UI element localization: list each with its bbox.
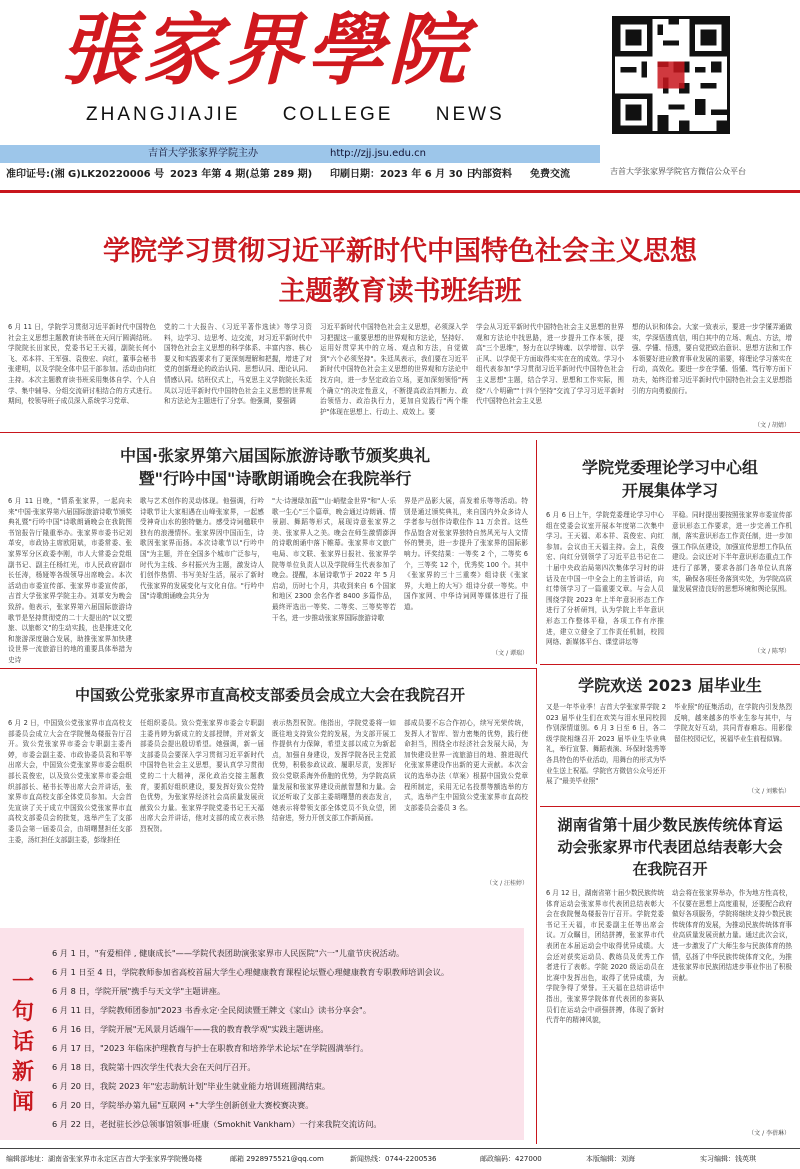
theory-title — [546, 456, 794, 502]
masthead-en-word-3: NEWS — [435, 104, 505, 125]
qr-code-image — [612, 16, 730, 134]
graduation-title: 学院欢送 2023 届毕业生 — [578, 676, 762, 695]
brief-item-7: 6 月 18 日，我院第十四次学生代表大会在天问厅召开。 — [52, 1062, 256, 1072]
free-label: 免费交流 — [530, 169, 570, 180]
brief-item-2: 6 月 1 日至 4 日，学院教师参加省高校首届大学生心理健康教育课程论坛暨心理健康教育专职教师培训会议。 — [52, 967, 450, 977]
brief-item-3: 6 月 8 日，学院开展"携手与天文学"主题讲座。 — [52, 986, 226, 996]
lead-column-2: 党的二十大报告、《习近平著作选读》等学习资料，边学习、边思考、边交流，对习近平新时代中国特色社会主义思想的科学体系、丰富内容、核心要义和实践要求有了更深刻理解和把握，增进了对党的创新理论的政治认同、思想认同、理论认同、情感认同。结班仪式上，马克思主义学院院长朱廷凤以习近平新时代中国特色社会主义思想的世界观和方法论为主题进行了分享。他强调，要强调 — [164, 323, 312, 406]
festival-column-1: 6 月 11 日晚，"情系张家界，一起向未来"中国·张家界第六届国际旅游诗歌节颁奖典礼暨"行吟中国"诗歌朗诵晚会在我院图书馆报告厅隆重举办。张家界市委书记刘革安，市政协主席欧阳斌，市委常委、张家界军分区政委李刚，市人大常委会党组副书记、副主任杨红光，市人民政府副市长任涛，杨娅等各级领导出席晚会。本次活动由市委宣传部、张家界市委宣传部，吉首大学张家界学院主办。刘革安为晚会致辞。他表示，张家界第六届国际旅游诗歌节是坚持贯彻党的二十大提出的"以文塑旅、以旅彰文"的生动实践，也是推进文化和旅游深度融合发展，助推张家界加快建设世界一流旅游目的地的重要具体举措为史诗 — [8, 497, 132, 664]
lead-author: （文 / 胡婧） — [754, 422, 790, 429]
theory-title-line-1: 学院党委理论学习中心组 — [581, 458, 758, 477]
masthead-en-word-1: ZHANGJIAJIE — [86, 104, 241, 125]
committee-author: （文 / 汪桂婷） — [486, 880, 528, 887]
footer-phone: 新闻热线：0744-2200536 — [350, 1155, 437, 1163]
qr-caption: 吉首大学张家界学院官方微信公众平台 — [610, 167, 746, 176]
lead-headline-line-1: 学院学习贯彻习近平新时代中国特色社会主义思想 — [103, 236, 697, 267]
festival-column-4: 界是产品影大展，喜发着乐等等活动。特别是通过颁奖典礼，来自国内外众多诗人学者参与创作诗歌佳作 11 万余首。这些作品饱含对张家界独特自然风光与人文情怀的赞美，进一步提升了张家界的国际影响力。评奖结果：一等奖 2 个，二等奖 6 个，三等奖 12 个，优秀奖 100 个。其中《张家界的三十三重奏》组诗获《张家界，大地上的大写》组诗分获一等奖。中国作家网、中华诗词网等媒体进行了报道。 — [404, 497, 528, 611]
committee-column-3: 表示热烈祝贺。他指出，学院党委将一如既往地支持致公党的发展，为支部开展工作提供有力保障，希望支部以成立为新起点，加强自身建设，发挥学院各民主党派优势，积极参政议政、履职尽责，发挥好致公党联系海外侨胞的优势，为学院高质量发展和张家界建设贡献智慧和力量。会议还听取了支部主委胡曙慧的表态发言，她表示将带领支部全体党员不负众望，团结奋进，努力开创支部工作新局面。 — [272, 719, 396, 823]
ethnic-title-line-2: 动会张家界市代表团总结表彰大会 — [557, 838, 783, 856]
lead-headline — [40, 232, 760, 312]
permit-number: 准印证号:(湘 G)LK20220006 号 — [6, 169, 165, 180]
brief-news-label: 一句话新闻 — [11, 970, 34, 1115]
issue-number: 2023 年第 4 期(总第 289 期) — [170, 169, 313, 180]
lead-column-3: 习近平新时代中国特色社会主义思想，必须深入学习把握这一重要思想的世界观和方法论，坚持好、运用好贯穿其中的立场、观点和方法，自觉做到"六个必须坚持"。朱廷凤表示，我们要在习近平新时代中国特色社会主义思想的世界观和方法论中找方向，进一步坚定政治立场，更加深刻领悟"两个确立"的决定性意义，不断提高政治判断力、政治领悟力、政治执行力，更加自觉践行"两个维护"体现在思想上、行动上、成效上。要 — [320, 323, 468, 416]
footer-proof-editor: 实习编辑：钱英琪 — [700, 1155, 756, 1163]
footer-address: 编辑部地址：湖南省张家界市永定区吉首大学张家界学院慢岛楼 — [6, 1155, 202, 1163]
ethnic-column-1: 6 月 12 日，湖南省第十届少数民族传统体育运动会张家界市代表团总结表彰大会在我院慢岛楼报告厅召开。学院党委书记王天福，市民委副主任等出席会议。万众瞩目，团结拼搏，张家界市代表团在本届运动会中取得优异成绩。大会还对获奖运动员、教练员及优秀工作者进行了表彰。学院 2020 级运动员在比赛中发挥出色，取得了优异成绩，为学院争得了荣誉。王天福在总结讲话中指出，张家界学院体育代表团的参赛队员们在运动会中顽强拼搏，体现了新时代青年的精神风貌， — [546, 889, 664, 1025]
print-date: 印刷日期：2023 年 6 月 30 日 — [330, 169, 477, 180]
festival-title-line-1: 中国·张家界第六届国际旅游诗歌节颁奖典礼 — [119, 446, 431, 465]
masthead-en-word-2: COLLEGE — [282, 104, 394, 125]
graduation-column-1: 又是一年毕业季！吉首大学张家界学院 2023 届毕业生们在欢笑与泪水里同校园作别深情道别。6 月 3 日至 6 日，各二级学院相继召开 2023 届毕业生毕业典礼，举行宣誓、舞蹈表演、环保时装秀等各具特色的毕业活动，用舞台的形式为毕业生送上祝福。学院官方微信公众号还开展了"最美毕业照" — [546, 703, 666, 786]
brief-news-list — [52, 944, 520, 1134]
festival-column-2: 歌与艺术创作的灵动体现。他强调，行吟诗歌节让大家相遇在山峰张家界，一起感受神奇山水的独特魅力。感受诗词楹联中独有的浪漫情怀。张家界因中国而生，诗歌因张家界而扬。本次诗歌节以"行吟中国"为主题，并在全国多个城市广泛参与，时代为主线、乡村振兴为主题，激发诗人们创作热情、书写美好生活，展示了新时代张家界的发展变化与文化自信。"行吟中国"诗歌朗诵晚会共分为 — [140, 497, 264, 601]
festival-title — [20, 444, 530, 490]
committee-column-2: 任组织委员。致公党张家界市委会专职副主委肖婷为新成立的支部授牌，并对新支部委员会提出殷切希望。她强调，新一届支部委员会要深入学习贯彻习近平新时代中国特色社会主义思想，要认真学习贯彻党的二十大精神，深化政治交接主题教育，要抓好组织建设，要发挥好致公党特色优势，为张家界经济社会高质量发展贡献致公力量。张家界学院党委书记王天福出席大会并讲话，他对支部的成立表示热烈祝贺。 — [140, 719, 264, 833]
committee-column-1: 6 月 2 日，中国致公党张家界市直高校支部委员会成立大会在学院慢岛楼报告厅召开。致公党张家界市委会专职副主委肖婷，市委会副主委、市政协委员袁和平等出席大会，中国致公党张家界市委会组织部长袁俊宏，以及致公党张家界市委会组织部部长、秘书长等出席大会并讲话，张家界市直高校支部全体党员参加。大会首先宣读了关于成立中国致公党张家界市直高校支部委员会的批复，选举产生了支部委员会第一届委员会，由胡曙慧担任支部主委，汤红担任支部副主委，彭缘担任 — [8, 719, 132, 844]
festival-title-line-2: 暨"行吟中国"诗歌朗诵晚会在我院举行 — [138, 469, 412, 488]
brief-item-8: 6 月 20 日，我院 2023 年"宏志助航计划"毕业生就业能力培训班圆满结束。 — [52, 1081, 331, 1091]
theory-column-2: 平稳。同时提出要按照张家界市委宣传部意识形态工作要求，进一步完善工作机制，落实意识形态工作责任制，进一步加强工作队伍建设，加强宣传思想工作队伍建设。会议还对下半年意识形态重点工作进行了部署，要求各部门各单位认真落实，确保各项任务落到实处，为学院高质量发展营造良好的思想环境和舆论氛围。 — [672, 511, 792, 594]
lead-headline-line-2: 主题教育读书班结班 — [278, 276, 522, 307]
column-divider-2 — [536, 668, 537, 1144]
column-divider-1 — [536, 440, 537, 664]
ethnic-title-line-3: 在我院召开 — [632, 860, 708, 878]
brief-item-5: 6 月 16 日，学院开展"无风景月话端午——我的教育教学观"实践主题讲座。 — [52, 1024, 329, 1034]
masthead-title: 張家界學院 — [60, 5, 471, 96]
footer-editor: 本版编辑：刘海 — [586, 1155, 635, 1163]
footer-postcode: 邮政编码：427000 — [480, 1155, 542, 1163]
theory-column-1: 6 月 6 日上午，学院党委理论学习中心组在党委会议室开展本年度第二次集中学习。王天福、邓本祥、袁俊宏、向红参加。会议由王天福主持。会上，袁俊宏、向红分别领学了习近平总书记在二十届中央政治局第四次集体学习时的讲话及在中国一中全会上的主旨讲话，向红带领学习了一篇重要文章。与会人员围绕学院 2023 年上半年意识形态工作进行了分析研判，认为学院上半年意识形态工作整体平稳，各项工作有序推进，建立立健全了工作责任机制，校园网络、新媒体平台、课堂讲坛等 — [546, 511, 664, 647]
internal-label: 内部资料 — [472, 169, 512, 180]
footer-bar — [0, 1148, 800, 1168]
qr-code-icon — [615, 19, 727, 131]
brief-item-4: 6 月 11 日，学院教师团参加"2023 书香永定·全民阅读暨王牌文《家山》读书分享会"。 — [52, 1005, 372, 1015]
festival-author: （文 / 谭瑞） — [492, 650, 528, 657]
ethnic-title — [546, 814, 794, 880]
committee-title: 中国致公党张家界市直高校支部委员会成立大会在我院召开 — [74, 686, 465, 704]
ethnic-author: （文 / 李蓓琳） — [748, 1130, 790, 1137]
committee-column-4: 部成员要不忘合作初心，续写光荣传统，发挥人才智库、智力密集的优势，践行使命担当，围绕全市经济社会发展大局，为加快建设世界一流旅游目的地、推进现代化张家界建设作出新的更大贡献。本次会议的选举办法（草案）根据中国致公党章程所制定，采用无记名投票等额选举的方式，选举产生中国致公党张家界市直高校支部委员会委员 3 名。 — [404, 719, 528, 812]
website-link[interactable]: http://zjj.jsu.edu.cn — [330, 148, 426, 159]
festival-column-3: "大·诗漫绿加蓝""山·峭壁金世界"和"人·乐歌一生心"三个篇章，晚会通过诗朗诵、情景剧、舞蹈等形式，展现诗意张家界之美、张家界人之美。晚会在师生激情澎湃的诗歌朗诵中落下帷幕。张家界市文旅广电局、市文联、张家界日报社、张家界学院等单位负责人以及学院师生代表参加了晚会。提醒，本届诗歌节于 2022 年 5 月启动，历时七个月，共收到来自 6 个国家和地区 2300 余名作者 8400 多篇作品，最终评选出一等奖、二等奖、三等奖等若干名，进一步推动张家界国际旅游诗歌 — [272, 497, 396, 622]
lead-column-5: 想的认识和体会。大家一致表示，要进一步学懂弄通做实，学深悟透真信，明白其中的立场、观点、方法，增强、学懂、悟透，要自觉把政治意识、思想方法和工作本领要好进应教育事业发展的需要，将理论学习落实在行动，高效化。要进一步在学懂、悟懂、笃行等方面下功夫，始终沿着习近平新时代中国特色社会主义思想指引的方向勇毅前行。 — [632, 323, 792, 395]
graduation-author: （文 / 刘紫怡） — [748, 788, 790, 795]
brief-item-10: 6 月 22 日，老挝驻长沙总领事馆领事·旺康（Smokhit Vankham）一行来我院交流访问。 — [52, 1119, 382, 1129]
issue-info-bar — [0, 166, 600, 184]
brief-item-6: 6 月 17 日，"2023 年临床护理教育与护士在职教育和培养学术论坛"在学院圆满举行。 — [52, 1043, 369, 1053]
graduation-column-2: 毕业照"的征集活动，在学院内引发热烈反响，越来越多的毕业生参与其中，与学院友好互动，共同青春难忘。用影像留住校园记忆，祝福毕业生前程似锦。 — [674, 703, 792, 743]
brief-item-1: 6 月 1 日，"有爱相伴 , 健康成长"——学院代表团助演张家界市人民医院"六一"儿童节庆祝活动。 — [52, 948, 405, 958]
sponsor-bar — [0, 145, 600, 163]
theory-title-line-2: 开展集体学习 — [621, 481, 718, 500]
section-divider-1 — [0, 432, 800, 433]
theory-author: （文 / 陈琴） — [754, 648, 790, 655]
section-divider-4 — [540, 806, 800, 807]
masthead-rule — [0, 190, 800, 193]
ethnic-column-2: 动会将在张家界举办，作为地方性高校，不仅要在思想上高度重视，还要配合政府做好各项服务，学院将继续支持少数民族传统体育的发展，为推动民族传统体育事业高质量发展贡献力量。通过此次会议，进一步激发了广大师生参与民族体育的热情，弘扬了中华民族传统体育文化，为推进张家界市民族团结进步事业作出了积极贡献。 — [672, 889, 792, 982]
section-divider-3 — [540, 664, 800, 665]
brief-item-9: 6 月 20 日，学院举办第九届"互联网 +"大学生创新创业大赛校赛决赛。 — [52, 1100, 314, 1110]
footer-email[interactable]: 邮箱 2928975521@qq.com — [230, 1155, 324, 1163]
masthead-english — [86, 104, 539, 126]
lead-column-1: 6 月 11 日，学院学习贯彻习近平新时代中国特色社会主义思想主题教育读书班在天问厅圆满结班。学院院长田家民，党委书记王天福，副院长何小飞、邓本祥、王军强、袁俊宏、向红，董事会秘书张建明，以及学院全体中层干部参加。活动由向红主持。本次主题教育读书班采用集体自学、个人自学、集中辅导、分组交流研讨相结合的方式进行。期间，校领导班子成员深入系统学习党章、 — [8, 323, 156, 406]
ethnic-title-line-1: 湖南省第十届少数民族传统体育运 — [557, 816, 783, 834]
section-divider-2 — [0, 668, 536, 669]
lead-column-4: 学会从习近平新时代中国特色社会主义思想的世界观和方法论中找思路，进一步提升工作本领，提高"三个思维"，努力在以学铸魂、以学增智、以学正风、以学促干方面取得实实在在的成效。学习小组代表参加"学习贯彻习近平新时代中国特色社会主义思想"主题，结合学习、思想和工作实际，围绕"八个明确""十四个坚持"交流了学习习近平新时代中国特色社会主义思 — [476, 323, 624, 406]
sponsor-text: 吉首大学张家界学院主办 — [148, 148, 258, 159]
